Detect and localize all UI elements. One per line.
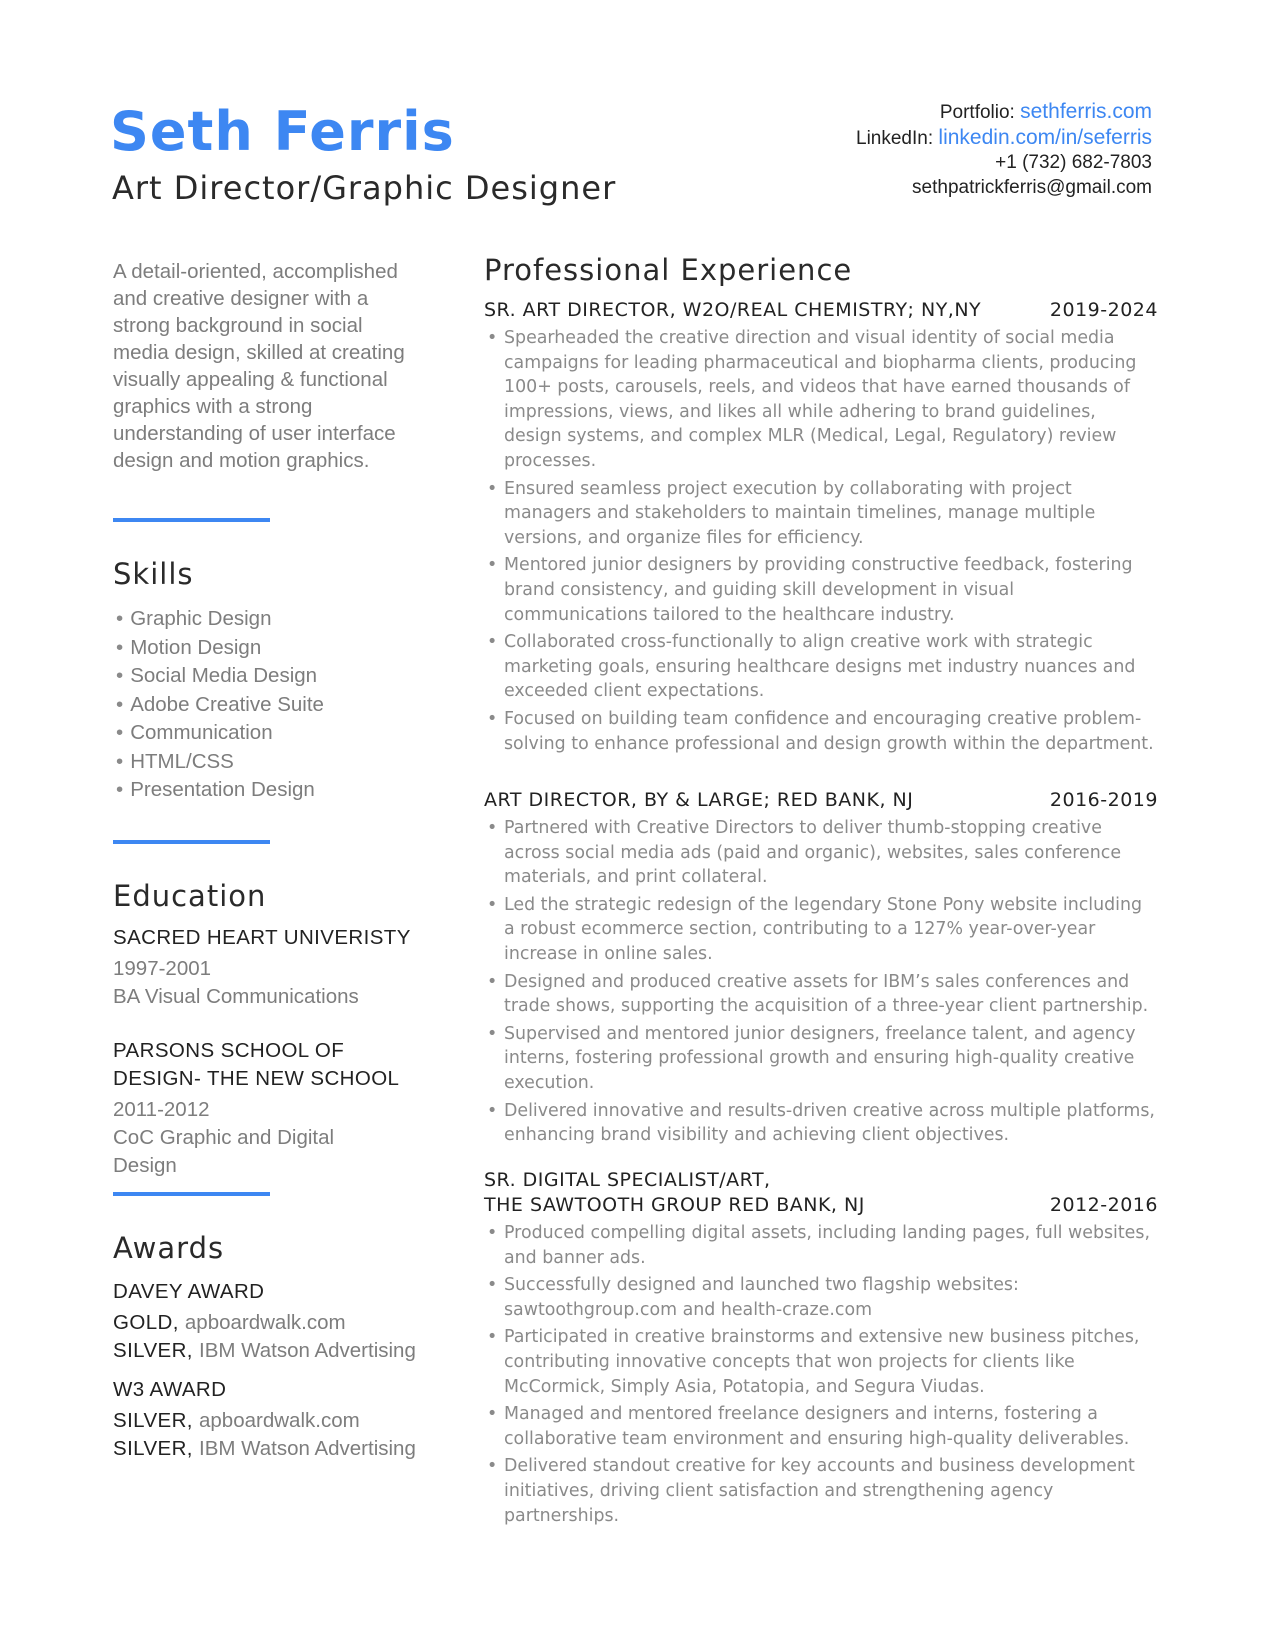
award-item — [113, 1407, 416, 1435]
portfolio-link[interactable]: sethferris.com — [1020, 100, 1152, 123]
contact-email: sethpatrickferris@gmail.com — [912, 176, 1152, 198]
skills-list — [116, 605, 324, 805]
job-bullet: • Led the strategic redesign of the legendary Stone Pony website including a robust ecommerce section, contributing to a 127% year-over-year increase in online sales. — [484, 893, 1158, 967]
job-dates: 2019-2024 — [1049, 299, 1158, 321]
experience-heading: Professional Experience — [484, 253, 853, 287]
skills-heading: Skills — [113, 557, 194, 591]
job-entry — [484, 1168, 1158, 1528]
candidate-role: Art Director/Graphic Designer — [112, 169, 617, 207]
award-item — [113, 1435, 416, 1463]
award-title: W3 AWARD — [113, 1378, 227, 1401]
school-degree: CoC Graphic and Digital Design — [113, 1126, 335, 1177]
school-name: PARSONS SCHOOL OF DESIGN- THE NEW SCHOOL — [113, 1039, 400, 1090]
job-header — [484, 298, 1158, 323]
school-degree: BA Visual Communications — [113, 985, 359, 1008]
skill-item: • Adobe Creative Suite — [116, 691, 324, 720]
award-item — [113, 1309, 416, 1337]
linkedin-label: LinkedIn: — [856, 127, 939, 149]
award-level: SILVER, — [113, 1437, 199, 1460]
award-group — [113, 1278, 416, 1365]
skill-item: • Motion Design — [116, 634, 324, 663]
portfolio-label: Portfolio: — [939, 102, 1021, 123]
job-dates: 2016-2019 — [1049, 789, 1158, 811]
contact-linkedin — [856, 126, 1152, 152]
summary-text: A detail-oriented, accomplished and creative designer with a strong background in social media design, skilled at creating visually appealing & functional graphics with a strong understanding of user interface design and motion graphics. — [113, 260, 405, 472]
award-detail: apboardwalk.com — [184, 1311, 346, 1334]
skill-item: • Presentation Design — [116, 776, 324, 805]
education-heading: Education — [113, 879, 267, 913]
skill-item: • Graphic Design — [116, 605, 324, 634]
linkedin-link[interactable]: linkedin.com/in/seferris — [938, 125, 1152, 149]
job-bullets — [484, 1221, 1158, 1528]
job-bullet: • Partnered with Creative Directors to deliver thumb-stopping creative across social media ads (paid and organic), websites, sales conference materials, and print collateral. — [484, 816, 1158, 890]
award-level: SILVER, — [113, 1409, 199, 1432]
job-bullet: • Focused on building team confidence and encouraging creative problem-solving to enhance professional and design growth within the department. — [484, 707, 1158, 756]
job-bullet: • Delivered standout creative for key accounts and business development initiatives, driving client satisfaction and strengthening agency partnerships. — [484, 1454, 1158, 1528]
job-bullet: • Participated in creative brainstorms and extensive new business pitches, contributing innovative concepts that won projects for clients like McCormick, Simply Asia, Potatopia, and Segura Viudas. — [484, 1325, 1158, 1399]
school-years: 2011-2012 — [113, 1098, 210, 1121]
awards-heading: Awards — [113, 1231, 225, 1265]
job-bullet: • Produced compelling digital assets, including landing pages, full websites, and banner ads. — [484, 1221, 1158, 1270]
job-entry — [484, 788, 1158, 1148]
award-group — [113, 1376, 416, 1463]
contact-portfolio — [856, 100, 1152, 126]
education-entry — [113, 1037, 403, 1180]
job-bullet: • Ensured seamless project execution by collaborating with project managers and stakeholders to maintain timelines, manage multiple versions, and organize files for efficiency. — [484, 477, 1158, 551]
award-level: SILVER, — [113, 1339, 199, 1362]
job-bullet: • Mentored junior designers by providing constructive feedback, fostering brand consistency, and guiding skill development in visual communications tailored to the healthcare industry. — [484, 553, 1158, 627]
school-name: SACRED HEART UNIVERISTY — [113, 926, 411, 949]
job-title-line2: THE SAWTOOTH GROUP RED BANK, NJ — [484, 1194, 865, 1216]
section-divider — [113, 1192, 270, 1196]
job-bullet: • Supervised and mentored junior designers, freelance talent, and agency interns, fostering professional growth and ensuring high-quality creative execution. — [484, 1022, 1158, 1096]
education-entry — [113, 924, 423, 1011]
job-bullet: • Delivered innovative and results-driven creative across multiple platforms, enhancing brand visibility and achieving client objectives. — [484, 1099, 1158, 1148]
award-level: GOLD, — [113, 1311, 185, 1334]
skill-item: • HTML/CSS — [116, 748, 324, 777]
section-divider — [113, 840, 270, 844]
job-header — [484, 1168, 1158, 1218]
contact-phone: +1 (732) 682-7803 — [995, 152, 1152, 173]
contact-block — [856, 100, 1152, 200]
award-detail: IBM Watson Advertising — [199, 1339, 416, 1362]
job-bullet: • Designed and produced creative assets for IBM’s sales conferences and trade shows, supporting the acquisition of a three-year client partnership. — [484, 970, 1158, 1019]
job-header — [484, 788, 1158, 813]
award-detail: IBM Watson Advertising — [199, 1437, 416, 1460]
job-entry — [484, 298, 1158, 756]
skill-item: • Social Media Design — [116, 662, 324, 691]
job-title: SR. ART DIRECTOR, W2O/REAL CHEMISTRY; NY,NY — [484, 299, 982, 321]
award-detail: apboardwalk.com — [199, 1409, 360, 1432]
job-bullet: • Spearheaded the creative direction and visual identity of social media campaigns for leading pharmaceutical and biopharma clients, producing 100+ posts, carousels, reels, and videos that have earned thousands of impressions, views, and likes all while adhering to brand guidelines, design systems, and complex MLR (Medical, Legal, Regulatory) review processes. — [484, 326, 1158, 474]
skill-item: • Communication — [116, 719, 324, 748]
section-divider — [113, 518, 270, 522]
job-bullets — [484, 816, 1158, 1148]
job-bullets — [484, 326, 1158, 756]
award-title: DAVEY AWARD — [113, 1280, 265, 1303]
job-title: ART DIRECTOR, BY & LARGE; RED BANK, NJ — [484, 789, 914, 811]
job-bullet: • Collaborated cross-functionally to align creative work with strategic marketing goals, ensuring healthcare designs met industry nuances and exceeded client expectations. — [484, 630, 1158, 704]
job-bullet: • Successfully designed and launched two flagship websites: sawtoothgroup.com and health-craze.com — [484, 1273, 1158, 1322]
job-bullet: • Managed and mentored freelance designers and interns, fostering a collaborative team environment and ensuring high-quality deliverables. — [484, 1402, 1158, 1451]
candidate-name: Seth Ferris — [110, 100, 455, 163]
school-years: 1997-2001 — [113, 957, 212, 980]
award-item — [113, 1337, 416, 1365]
job-dates: 2012-2016 — [1049, 1194, 1158, 1216]
job-title: SR. DIGITAL SPECIALIST/ART, — [484, 1169, 771, 1191]
